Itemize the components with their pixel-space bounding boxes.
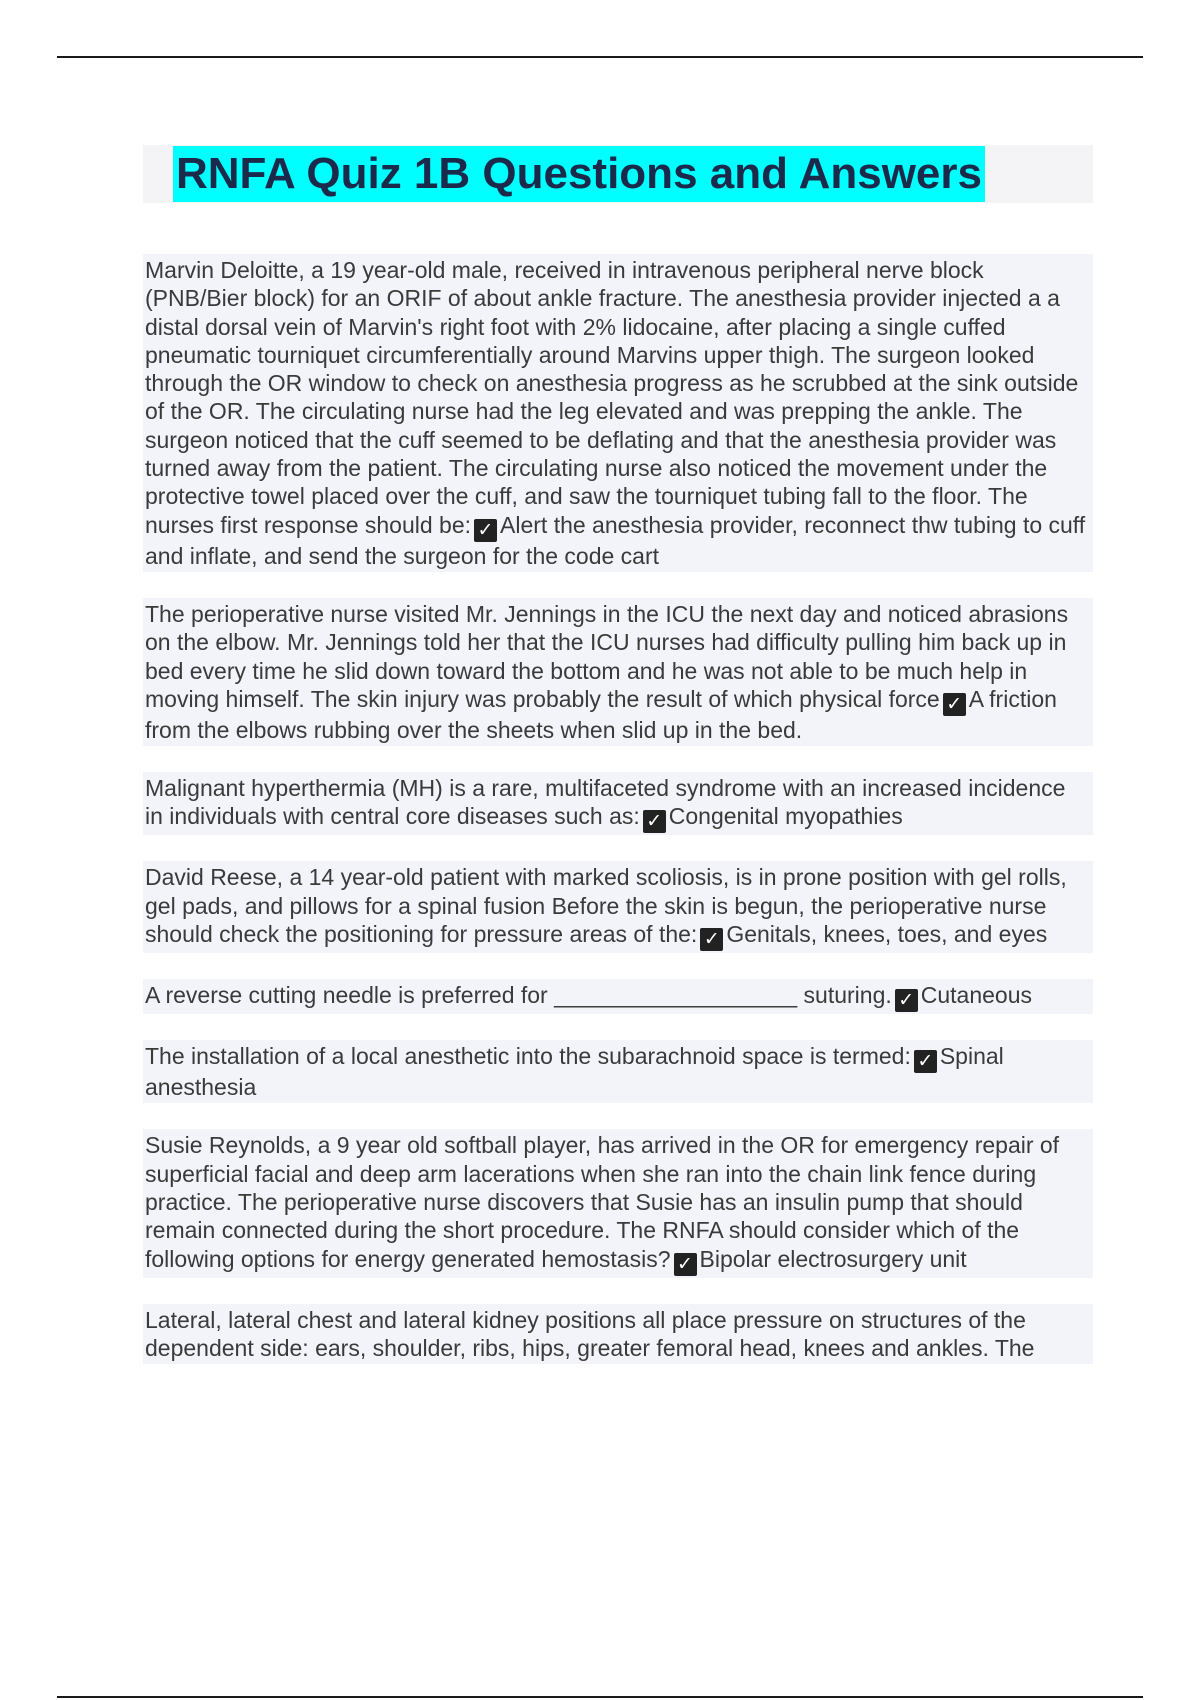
qa-item <box>143 1304 1093 1365</box>
page-title: RNFA Quiz 1B Questions and Answers <box>173 146 985 202</box>
answer-text: Congenital myopathies <box>668 803 903 830</box>
qa-item <box>143 254 1093 572</box>
check-box-icon: ✓ <box>674 1253 697 1276</box>
check-box-icon: ✓ <box>700 928 723 951</box>
question-text: A reverse cutting needle is preferred for ___________________ suturing. <box>145 982 892 1009</box>
check-box-icon: ✓ <box>895 989 918 1012</box>
question-text: Marvin Deloitte, a 19 year-old male, received in intravenous peripheral nerve block (PNB/Bier block) for an ORIF of about ankle fracture. The anesthesia provider injected a a distal dorsal vein of Marvin's right foot with 2% lidocaine, after placing a single cuffed pneumatic tourniquet circumferentially around Marvins upper thigh. The surgeon looked through the OR window to check on anesthesia progress as he scrubbed at the sink outside of the OR. The circulating nurse had the leg elevated and was prepping the ankle. The surgeon noticed that the cuff seemed to be deflating and that the anesthesia provider was turned away from the patient. The circulating nurse also noticed the movement under the protective towel placed over the cuff, and saw the tourniquet tubing fall to the floor. The nurses first response should be: <box>145 257 1079 538</box>
answer-text: Spinal anesthesia <box>145 1043 1004 1101</box>
qa-item <box>143 598 1093 746</box>
qa-item <box>143 861 1093 953</box>
check-box-icon: ✓ <box>943 693 966 716</box>
top-rule <box>57 56 1143 58</box>
qa-item <box>143 979 1093 1014</box>
question-text: The perioperative nurse visited Mr. Jennings in the ICU the next day and noticed abrasions on the elbow. Mr. Jennings told her that the ICU nurses had difficulty pulling him back up in bed every time he slid down toward the bottom and he was not able to be much help in moving himself. The skin injury was probably the result of which physical force <box>145 600 1069 712</box>
check-box-icon: ✓ <box>643 810 666 833</box>
question-text: Susie Reynolds, a 9 year old softball player, has arrived in the OR for emergency repair of superficial facial and deep arm lacerations when she ran into the chain link fence during practice. The perioperative nurse discovers that Susie has an insulin pump that should remain connected during the short procedure. The RNFA should consider which of the following options for energy generated hemostasis? <box>145 1132 1060 1272</box>
answer-text: Bipolar electrosurgery unit <box>699 1245 967 1272</box>
bottom-rule <box>57 1696 1143 1698</box>
qa-item <box>143 1129 1093 1277</box>
question-text: Malignant hyperthermia (MH) is a rare, multifaceted syndrome with an increased incidence in individuals with central core diseases such as: <box>145 775 1066 830</box>
qa-list <box>143 254 1093 1390</box>
check-box-icon: ✓ <box>474 519 497 542</box>
answer-text: A friction from the elbows rubbing over the sheets when slid up in the bed. <box>145 685 1057 743</box>
question-text: Lateral, lateral chest and lateral kidney positions all place pressure on structures of the dependent side: ears, shoulder, ribs, hips, greater femoral head, knees and ankles. The <box>145 1306 1035 1361</box>
answer-text: Genitals, knees, toes, and eyes <box>726 921 1048 948</box>
qa-item <box>143 1040 1093 1103</box>
check-box-icon: ✓ <box>914 1050 937 1073</box>
question-text: David Reese, a 14 year-old patient with marked scoliosis, is in prone position with gel rolls, gel pads, and pillows for a spinal fusion Before the skin is begun, the perioperative nurse should check the positioning for pressure areas of the: <box>145 864 1067 948</box>
answer-text: Alert the anesthesia provider, reconnect thw tubing to cuff and inflate, and send the surgeon for the code cart <box>145 511 1086 569</box>
answer-text: Cutaneous <box>920 982 1032 1009</box>
question-text: The installation of a local anesthetic into the subarachnoid space is termed: <box>145 1043 911 1070</box>
qa-item <box>143 772 1093 835</box>
